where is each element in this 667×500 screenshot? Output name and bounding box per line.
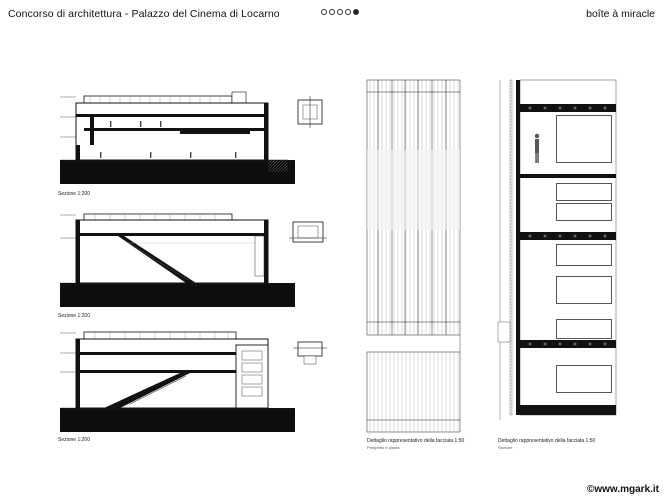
annotation-box xyxy=(556,365,612,393)
annotation-box xyxy=(556,203,612,221)
section-1-caption: Sezione 1:200 xyxy=(58,191,90,197)
annotation-box xyxy=(556,319,612,339)
watermark: ©www.mgark.it xyxy=(586,484,659,495)
section-3-caption: Sezione 1:200 xyxy=(58,437,90,443)
annotation-box xyxy=(556,244,612,266)
section-drawing-1 xyxy=(60,92,322,184)
project-motto: boîte à miracle xyxy=(586,8,655,20)
facade-elevation-caption: Dettaglio rappresentativo della facciata 1:50 xyxy=(367,438,465,444)
section-2-caption: Sezione 1:200 xyxy=(58,313,90,319)
facade-section-subcaption: Sezione xyxy=(498,445,513,450)
annotation-box xyxy=(556,276,612,304)
annotation-box xyxy=(556,115,612,163)
annotation-box xyxy=(556,183,612,201)
facade-section-caption: Dettaglio rappresentativo della facciata 1:50 xyxy=(498,438,596,444)
section-drawing-3 xyxy=(60,332,327,432)
section-drawing-2 xyxy=(60,214,327,307)
facade-elevation-detail xyxy=(367,80,460,432)
facade-elevation-subcaption: Prospetto e pianta xyxy=(367,445,400,450)
page-title: Concorso di architettura - Palazzo del Cinema di Locarno xyxy=(8,8,280,20)
